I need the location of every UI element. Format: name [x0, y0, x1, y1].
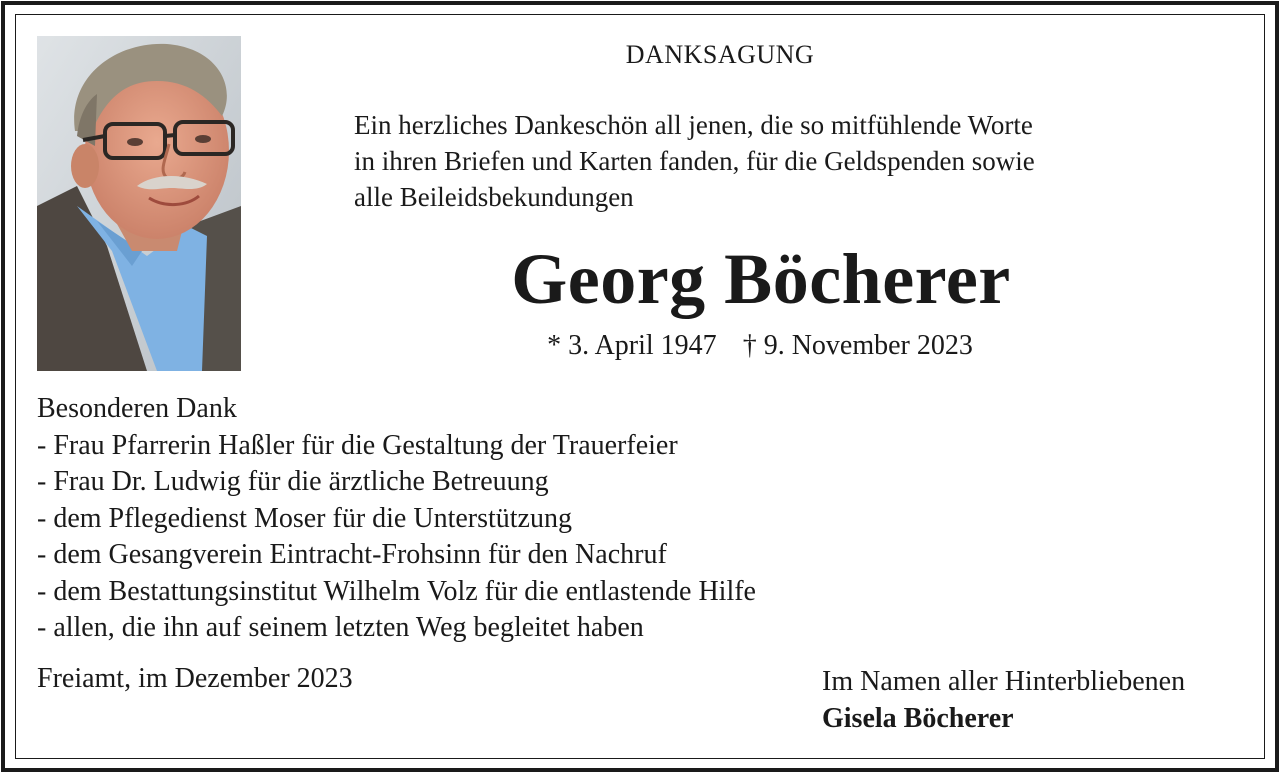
- intro-text: [354, 107, 1214, 215]
- signature-block: [822, 663, 1185, 737]
- thanks-item: - Frau Pfarrerin Haßler für die Gestaltung der Trauerfeier: [37, 429, 678, 461]
- thanks-item: - dem Bestattungsinstitut Wilhelm Volz für die entlastende Hilfe: [37, 575, 756, 607]
- intro-line: in ihren Briefen und Karten fanden, für die Geldspenden sowie: [354, 146, 1035, 176]
- thanks-item: - dem Pflegedienst Moser für die Unterstützung: [37, 502, 572, 534]
- intro-line: Ein herzliches Dankeschön all jenen, die so mitfühlende Worte: [354, 110, 1033, 140]
- portrait-photo: [37, 36, 241, 371]
- on-behalf-text: Im Namen aller Hinterbliebenen: [822, 666, 1186, 697]
- thanks-item: - Frau Dr. Ludwig für die ärztliche Betreuung: [37, 466, 549, 497]
- life-dates: [480, 330, 1040, 362]
- deceased-name: Georg Böcherer: [511, 239, 1011, 319]
- intro-line: alle Beileidsbekundungen: [354, 182, 634, 212]
- heading-danksagung: DANKSAGUNG: [625, 40, 815, 69]
- birth-date: * 3. April 1947: [547, 330, 717, 361]
- special-thanks: [37, 391, 937, 647]
- death-date: † 9. November 2023: [742, 330, 973, 361]
- thanks-title: Besonderen Dank: [37, 393, 237, 424]
- thanks-item: - allen, die ihn auf seinem letzten Weg begleitet haben: [37, 612, 644, 643]
- thanks-item: - dem Gesangverein Eintracht-Frohsinn für den Nachruf: [37, 539, 667, 570]
- signatory-name: Gisela Böcherer: [822, 703, 1014, 734]
- place-date: Freiamt, im Dezember 2023: [37, 663, 353, 694]
